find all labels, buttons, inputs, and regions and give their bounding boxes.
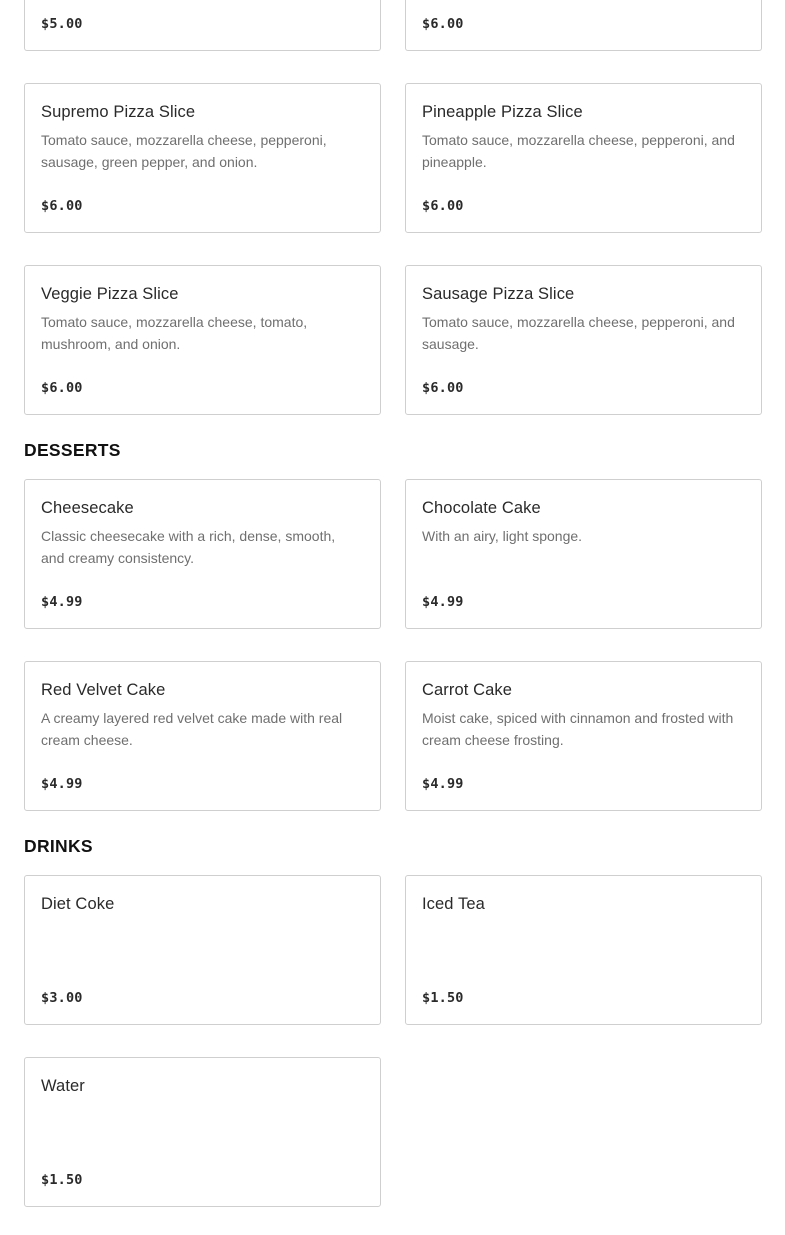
item-name: Supremo Pizza Slice	[41, 103, 196, 121]
item-name: Sausage Pizza Slice	[422, 285, 575, 303]
item-price: $4.99	[422, 594, 464, 610]
item-price: $6.00	[41, 380, 83, 396]
menu-item-card[interactable]	[405, 83, 762, 233]
item-name: Chocolate Cake	[422, 499, 541, 517]
menu-item-card[interactable]	[24, 265, 381, 415]
item-description: Tomato sauce, mozzarella cheese, tomato, mushroom, and onion.	[41, 314, 308, 352]
menu-item-card[interactable]	[405, 875, 762, 1025]
item-name: Veggie Pizza Slice	[41, 285, 179, 303]
item-price: $4.99	[41, 776, 83, 792]
item-name: Water	[41, 1077, 85, 1095]
item-description: Tomato sauce, mozzarella cheese, pepperoni, and sausage.	[422, 314, 735, 352]
menu-item-card[interactable]	[405, 0, 762, 51]
menu-item-card[interactable]	[405, 661, 762, 811]
item-price: $6.00	[422, 16, 464, 32]
item-description: With an airy, light sponge.	[422, 528, 583, 544]
item-description: A creamy layered red velvet cake made with real cream cheese.	[41, 710, 343, 748]
item-price: $3.00	[41, 990, 83, 1006]
item-name: Iced Tea	[422, 895, 485, 913]
item-price: $4.99	[41, 594, 83, 610]
menu-item-card[interactable]	[24, 661, 381, 811]
menu-item-card[interactable]	[24, 875, 381, 1025]
menu-item-card[interactable]	[24, 0, 381, 51]
item-price: $6.00	[422, 380, 464, 396]
item-name: Carrot Cake	[422, 681, 513, 699]
item-price: $6.00	[41, 198, 83, 214]
item-name: Pineapple Pizza Slice	[422, 103, 583, 121]
menu-item-card[interactable]	[24, 83, 381, 233]
section-title-desserts: DESSERTS	[24, 440, 121, 460]
item-description: Classic cheesecake with a rich, dense, smooth, and creamy consistency.	[41, 528, 336, 566]
item-name: Cheesecake	[41, 499, 134, 517]
item-description: Tomato sauce, mozzarella cheese, pepperoni, and pineapple.	[422, 132, 735, 170]
menu-item-card[interactable]	[405, 265, 762, 415]
item-price: $1.50	[422, 990, 464, 1006]
item-description: Moist cake, spiced with cinnamon and frosted with cream cheese frosting.	[422, 710, 734, 748]
item-price: $5.00	[41, 16, 83, 32]
item-price: $4.99	[422, 776, 464, 792]
section-title-drinks: DRINKS	[24, 836, 93, 856]
menu-item-card[interactable]	[24, 1057, 381, 1207]
item-name: Diet Coke	[41, 895, 115, 913]
menu-item-card[interactable]	[405, 479, 762, 629]
item-price: $6.00	[422, 198, 464, 214]
item-price: $1.50	[41, 1172, 83, 1188]
menu-item-card[interactable]	[24, 479, 381, 629]
item-description: Tomato sauce, mozzarella cheese, pepperoni, sausage, green pepper, and onion.	[41, 132, 327, 170]
item-name: Red Velvet Cake	[41, 681, 166, 699]
